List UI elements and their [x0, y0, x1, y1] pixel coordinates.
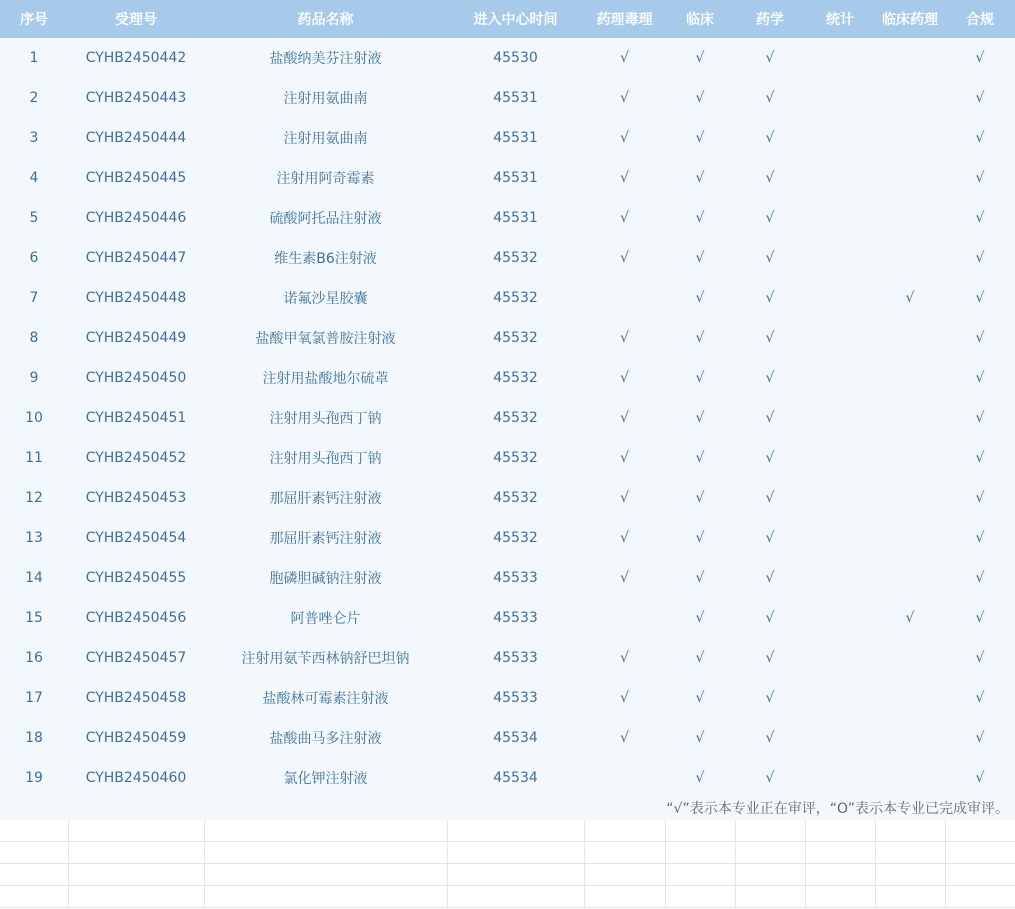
- empty-grid-cell: [945, 886, 1015, 908]
- cell-pharmacy: √: [765, 610, 775, 626]
- empty-grid-cell: [805, 886, 875, 908]
- empty-grid-cell: [68, 820, 204, 842]
- empty-grid-cell: [875, 842, 945, 864]
- cell-pharmacy: √: [765, 690, 775, 706]
- cell-seq: 17: [25, 690, 43, 706]
- cell-clinical-pharm: [875, 758, 945, 798]
- header-clinical: 临床: [665, 0, 735, 38]
- empty-grid-cell: [875, 886, 945, 908]
- cell-entry-time: 45533: [493, 610, 538, 626]
- cell-pharm-tox: √: [620, 330, 629, 346]
- table-row: [0, 358, 1015, 398]
- cell-entry-time: 45532: [493, 330, 538, 346]
- cell-pharmacy: √: [765, 650, 775, 666]
- empty-grid-cell: [0, 820, 68, 842]
- table-row: [0, 758, 1015, 798]
- cell-drug-name: 盐酸纳美芬注射液: [269, 51, 382, 67]
- cell-entry-time: 45531: [493, 170, 538, 186]
- cell-clinical: √: [695, 770, 705, 786]
- cell-acceptance-no: CYHB2450455: [85, 570, 187, 586]
- cell-drug-name: 胞磷胆碱钠注射液: [269, 571, 382, 587]
- cell-drug-name: 注射用氨曲南: [283, 91, 368, 107]
- cell-clinical: √: [695, 490, 705, 506]
- empty-grid-cell: [584, 842, 665, 864]
- cell-pharm-tox: √: [620, 690, 629, 706]
- cell-seq: 6: [29, 250, 39, 266]
- cell-statistics: [805, 278, 875, 318]
- cell-clinical-pharm: [875, 318, 945, 358]
- legend-note: “√”表示本专业正在审评，“O”表示本专业已完成审评。: [666, 801, 1009, 817]
- cell-acceptance-no: CYHB2450443: [85, 90, 187, 106]
- cell-clinical-pharm: √: [905, 290, 915, 306]
- header-acceptance-no: 受理号: [68, 0, 204, 38]
- cell-entry-time: 45532: [493, 290, 538, 306]
- empty-grid-row: [0, 842, 1015, 864]
- cell-seq: 7: [29, 290, 39, 306]
- cell-clinical: √: [695, 730, 705, 746]
- cell-clinical-pharm: [875, 478, 945, 518]
- cell-pharmacy: √: [765, 730, 775, 746]
- cell-compliance: √: [975, 690, 985, 706]
- cell-clinical: √: [695, 130, 705, 146]
- cell-statistics: [805, 78, 875, 118]
- empty-grid-body: [0, 820, 1015, 908]
- cell-pharmacy: √: [765, 530, 775, 546]
- cell-drug-name: 维生素B6注射液: [274, 251, 377, 267]
- cell-pharm-tox: √: [620, 730, 629, 746]
- cell-entry-time: 45532: [493, 250, 538, 266]
- cell-drug-name: 阿普唑仑片: [290, 611, 361, 627]
- header-entry-time: 进入中心时间: [447, 0, 584, 38]
- cell-compliance: √: [975, 50, 985, 66]
- cell-drug-name: 那屈肝素钙注射液: [269, 491, 382, 507]
- cell-pharm-tox: √: [620, 130, 629, 146]
- cell-statistics: [805, 678, 875, 718]
- cell-statistics: [805, 38, 875, 78]
- cell-seq: 4: [29, 170, 39, 186]
- empty-grid-cell: [0, 864, 68, 886]
- cell-clinical: √: [695, 450, 705, 466]
- cell-statistics: [805, 758, 875, 798]
- empty-grid-cell: [945, 820, 1015, 842]
- table-row: [0, 638, 1015, 678]
- cell-seq: 12: [25, 490, 43, 506]
- empty-grid-area: [0, 820, 1015, 909]
- table-row: [0, 598, 1015, 638]
- empty-grid-cell: [735, 820, 805, 842]
- cell-compliance: √: [975, 490, 985, 506]
- cell-acceptance-no: CYHB2450451: [85, 410, 187, 426]
- cell-pharm-tox: √: [620, 450, 629, 466]
- cell-clinical: √: [695, 570, 705, 586]
- empty-grid-cell: [584, 820, 665, 842]
- cell-compliance: √: [975, 290, 985, 306]
- cell-clinical: √: [695, 370, 705, 386]
- cell-clinical: √: [695, 250, 705, 266]
- cell-seq: 16: [25, 650, 43, 666]
- empty-grid-cell: [447, 842, 584, 864]
- cell-entry-time: 45533: [493, 650, 538, 666]
- table-row: [0, 518, 1015, 558]
- cell-pharmacy: √: [765, 290, 775, 306]
- empty-grid-cell: [584, 864, 665, 886]
- table-row: [0, 38, 1015, 78]
- cell-compliance: √: [975, 130, 985, 146]
- cell-entry-time: 45534: [493, 730, 538, 746]
- cell-seq: 11: [25, 450, 43, 466]
- cell-compliance: √: [975, 250, 985, 266]
- empty-grid-cell: [447, 886, 584, 908]
- empty-grid-cell: [447, 864, 584, 886]
- header-compliance: 合规: [945, 0, 1015, 38]
- cell-statistics: [805, 118, 875, 158]
- cell-seq: 8: [29, 330, 39, 346]
- empty-grid-cell: [68, 864, 204, 886]
- table-row: [0, 198, 1015, 238]
- empty-grid-row: [0, 886, 1015, 908]
- cell-seq: 15: [25, 610, 43, 626]
- header-pharm-tox: 药理毒理: [584, 0, 665, 38]
- header-statistics: 统计: [805, 0, 875, 38]
- cell-statistics: [805, 478, 875, 518]
- empty-grid: [0, 820, 1015, 908]
- cell-statistics: [805, 598, 875, 638]
- cell-pharm-tox: √: [620, 250, 629, 266]
- cell-clinical-pharm: [875, 358, 945, 398]
- cell-clinical-pharm: [875, 158, 945, 198]
- cell-acceptance-no: CYHB2450444: [85, 130, 187, 146]
- empty-grid-cell: [735, 886, 805, 908]
- header-pharmacy: 药学: [735, 0, 805, 38]
- cell-clinical: √: [695, 90, 705, 106]
- cell-statistics: [805, 318, 875, 358]
- cell-drug-name: 注射用头孢西丁钠: [269, 411, 382, 427]
- empty-grid-row: [0, 820, 1015, 842]
- cell-pharmacy: √: [765, 170, 775, 186]
- cell-entry-time: 45531: [493, 130, 538, 146]
- cell-entry-time: 45532: [493, 450, 538, 466]
- cell-acceptance-no: CYHB2450456: [85, 610, 187, 626]
- header-clinical-pharm: 临床药理: [875, 0, 945, 38]
- cell-compliance: √: [975, 90, 985, 106]
- cell-acceptance-no: CYHB2450458: [85, 690, 187, 706]
- empty-grid-cell: [805, 820, 875, 842]
- cell-pharm-tox: √: [620, 90, 629, 106]
- table-row: [0, 78, 1015, 118]
- cell-clinical-pharm: [875, 198, 945, 238]
- table-row: [0, 318, 1015, 358]
- cell-acceptance-no: CYHB2450446: [85, 210, 187, 226]
- cell-clinical-pharm: [875, 518, 945, 558]
- empty-grid-cell: [204, 820, 447, 842]
- cell-pharm-tox: √: [620, 50, 629, 66]
- cell-pharmacy: √: [765, 210, 775, 226]
- cell-statistics: [805, 198, 875, 238]
- cell-drug-name: 硫酸阿托品注射液: [269, 211, 382, 227]
- cell-drug-name: 注射用氨曲南: [283, 131, 368, 147]
- cell-clinical: √: [695, 290, 705, 306]
- cell-drug-name: 那屈肝素钙注射液: [269, 531, 382, 547]
- cell-acceptance-no: CYHB2450447: [85, 250, 187, 266]
- cell-clinical-pharm: [875, 238, 945, 278]
- cell-clinical-pharm: √: [905, 610, 915, 626]
- empty-grid-cell: [204, 886, 447, 908]
- empty-grid-cell: [584, 886, 665, 908]
- cell-acceptance-no: CYHB2450460: [85, 770, 187, 786]
- cell-acceptance-no: CYHB2450459: [85, 730, 187, 746]
- cell-clinical-pharm: [875, 438, 945, 478]
- cell-entry-time: 45534: [493, 770, 538, 786]
- cell-pharmacy: √: [765, 570, 775, 586]
- cell-seq: 19: [25, 770, 43, 786]
- cell-clinical: √: [695, 690, 705, 706]
- cell-compliance: √: [975, 330, 985, 346]
- cell-compliance: √: [975, 410, 985, 426]
- cell-clinical-pharm: [875, 558, 945, 598]
- cell-compliance: √: [975, 770, 985, 786]
- empty-grid-cell: [204, 842, 447, 864]
- cell-drug-name: 盐酸曲马多注射液: [269, 731, 382, 747]
- cell-statistics: [805, 238, 875, 278]
- table-header-row: [0, 0, 1015, 38]
- cell-seq: 2: [29, 90, 39, 106]
- cell-pharm-tox: √: [620, 570, 629, 586]
- cell-clinical-pharm: [875, 718, 945, 758]
- cell-acceptance-no: CYHB2450453: [85, 490, 187, 506]
- empty-grid-cell: [945, 864, 1015, 886]
- table-row: [0, 238, 1015, 278]
- cell-seq: 10: [25, 410, 43, 426]
- cell-pharmacy: √: [765, 50, 775, 66]
- cell-pharm-tox: √: [620, 410, 629, 426]
- cell-clinical: √: [695, 410, 705, 426]
- cell-clinical-pharm: [875, 38, 945, 78]
- header-seq: 序号: [0, 0, 68, 38]
- table-row: [0, 678, 1015, 718]
- empty-grid-cell: [875, 864, 945, 886]
- cell-clinical: √: [695, 170, 705, 186]
- cell-acceptance-no: CYHB2450445: [85, 170, 187, 186]
- empty-grid-cell: [945, 842, 1015, 864]
- cell-clinical-pharm: [875, 398, 945, 438]
- empty-grid-cell: [447, 820, 584, 842]
- cell-entry-time: 45532: [493, 410, 538, 426]
- cell-compliance: √: [975, 730, 985, 746]
- cell-pharm-tox: √: [620, 530, 629, 546]
- cell-acceptance-no: CYHB2450442: [85, 50, 187, 66]
- empty-grid-cell: [805, 842, 875, 864]
- cell-seq: 1: [29, 50, 39, 66]
- cell-pharm-tox: √: [620, 210, 629, 226]
- cell-drug-name: 盐酸林可霉素注射液: [262, 691, 389, 707]
- cell-pharmacy: √: [765, 450, 775, 466]
- empty-grid-cell: [735, 864, 805, 886]
- cell-clinical-pharm: [875, 118, 945, 158]
- cell-compliance: √: [975, 570, 985, 586]
- empty-grid-cell: [204, 864, 447, 886]
- cell-acceptance-no: CYHB2450450: [85, 370, 187, 386]
- empty-grid-cell: [805, 864, 875, 886]
- cell-clinical-pharm: [875, 638, 945, 678]
- cell-seq: 9: [29, 370, 39, 386]
- cell-drug-name: 注射用氨苄西林钠舒巴坦钠: [241, 651, 410, 667]
- cell-compliance: √: [975, 650, 985, 666]
- cell-entry-time: 45530: [493, 50, 538, 66]
- cell-entry-time: 45532: [493, 490, 538, 506]
- cell-clinical-pharm: [875, 678, 945, 718]
- cell-statistics: [805, 558, 875, 598]
- empty-grid-cell: [0, 886, 68, 908]
- table-row: [0, 438, 1015, 478]
- cell-pharmacy: √: [765, 770, 775, 786]
- cell-statistics: [805, 438, 875, 478]
- cell-drug-name: 氯化钾注射液: [283, 771, 368, 787]
- cell-pharmacy: √: [765, 250, 775, 266]
- cell-seq: 5: [29, 210, 39, 226]
- empty-grid-cell: [68, 886, 204, 908]
- cell-compliance: √: [975, 450, 985, 466]
- cell-entry-time: 45533: [493, 570, 538, 586]
- empty-grid-cell: [665, 842, 735, 864]
- header-drug-name: 药品名称: [204, 0, 447, 38]
- cell-entry-time: 45532: [493, 370, 538, 386]
- cell-compliance: √: [975, 170, 985, 186]
- cell-clinical: √: [695, 210, 705, 226]
- empty-grid-cell: [68, 842, 204, 864]
- cell-entry-time: 45533: [493, 690, 538, 706]
- cell-drug-name: 注射用头孢西丁钠: [269, 451, 382, 467]
- cell-pharm-tox: √: [620, 370, 629, 386]
- table-row: [0, 158, 1015, 198]
- cell-acceptance-no: CYHB2450449: [85, 330, 187, 346]
- cell-pharmacy: √: [765, 330, 775, 346]
- cell-statistics: [805, 638, 875, 678]
- cell-pharmacy: √: [765, 90, 775, 106]
- cell-acceptance-no: CYHB2450457: [85, 650, 187, 666]
- cell-pharm-tox: √: [620, 650, 629, 666]
- cell-acceptance-no: CYHB2450448: [85, 290, 187, 306]
- cell-compliance: √: [975, 370, 985, 386]
- cell-clinical: √: [695, 50, 705, 66]
- table-row: [0, 118, 1015, 158]
- empty-grid-cell: [665, 864, 735, 886]
- cell-pharm-tox: √: [620, 170, 629, 186]
- table-row: [0, 398, 1015, 438]
- cell-pharmacy: √: [765, 370, 775, 386]
- cell-pharmacy: √: [765, 490, 775, 506]
- empty-grid-cell: [665, 886, 735, 908]
- cell-entry-time: 45531: [493, 90, 538, 106]
- cell-clinical: √: [695, 330, 705, 346]
- cell-entry-time: 45532: [493, 530, 538, 546]
- cell-seq: 3: [29, 130, 39, 146]
- cell-clinical: √: [695, 650, 705, 666]
- cell-clinical: √: [695, 530, 705, 546]
- cell-seq: 13: [25, 530, 43, 546]
- table-row: [0, 718, 1015, 758]
- empty-grid-cell: [735, 842, 805, 864]
- cell-pharmacy: √: [765, 410, 775, 426]
- cell-compliance: √: [975, 530, 985, 546]
- cell-acceptance-no: CYHB2450454: [85, 530, 187, 546]
- cell-compliance: √: [975, 210, 985, 226]
- cell-acceptance-no: CYHB2450452: [85, 450, 187, 466]
- cell-pharm-tox: [584, 758, 665, 798]
- cell-seq: 14: [25, 570, 43, 586]
- cell-pharm-tox: [584, 278, 665, 318]
- table-row: [0, 278, 1015, 318]
- table-row: [0, 558, 1015, 598]
- empty-grid-cell: [875, 820, 945, 842]
- empty-grid-cell: [0, 842, 68, 864]
- cell-entry-time: 45531: [493, 210, 538, 226]
- cell-drug-name: 盐酸甲氧氯普胺注射液: [255, 331, 396, 347]
- cell-drug-name: 诺氟沙星胶囊: [283, 291, 368, 307]
- cell-clinical-pharm: [875, 78, 945, 118]
- cell-statistics: [805, 718, 875, 758]
- cell-statistics: [805, 158, 875, 198]
- table-row: [0, 478, 1015, 518]
- cell-compliance: √: [975, 610, 985, 626]
- cell-pharm-tox: √: [620, 490, 629, 506]
- cell-statistics: [805, 358, 875, 398]
- cell-drug-name: 注射用阿奇霉素: [276, 171, 375, 187]
- cell-statistics: [805, 518, 875, 558]
- cell-seq: 18: [25, 730, 43, 746]
- table-body: [0, 38, 1015, 798]
- empty-grid-cell: [665, 820, 735, 842]
- empty-grid-row: [0, 864, 1015, 886]
- cell-pharm-tox: [584, 598, 665, 638]
- cell-statistics: [805, 398, 875, 438]
- cell-clinical: √: [695, 610, 705, 626]
- cell-pharmacy: √: [765, 130, 775, 146]
- cell-drug-name: 注射用盐酸地尔硫䓬: [262, 371, 389, 387]
